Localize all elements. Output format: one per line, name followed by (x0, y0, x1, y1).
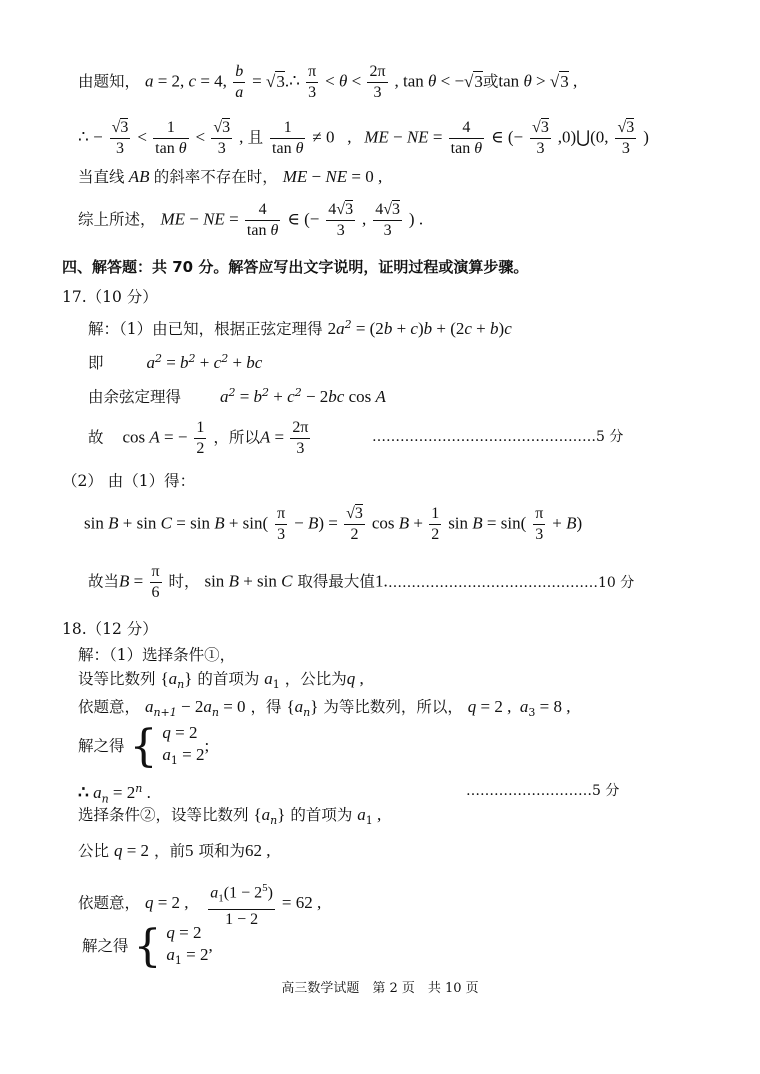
q18-cond2: 选择条件②，设等比数列 $\{a_n\}$ 的首项为 $a_1$ , (78, 805, 382, 828)
line-vertical-case: 当直线 AB 的斜率不存在时， ME − NE = 0 , (78, 167, 383, 186)
q18-score-5: ………………………5 分 (466, 783, 620, 799)
q18-number: 18.（12 分） (62, 620, 158, 638)
q17-conclusion: 故当B = $\frac{\pi}{6}$ 时， sin B + sin C 取得最大值1. (88, 563, 388, 601)
q18-step2: 设等比数列 $\{a_n\}$ 的首项为 $a_1$ ，公比为q , (78, 669, 364, 692)
q18-step3: 依题意， $a_{n+1} - 2a_n = 0$ ，得 $\{a_n\}$ 为等比数列，所以， q = 2 , $a_3 = 8$ , (78, 697, 571, 720)
line-given-values: 由题知， a = 2, c = 4, $\frac{b}{a}$ = √3.∴ $\frac{\pi}{3}$ < θ < $\frac{2\pi}{3}$ , tan θ < −√3或tan θ > √3 , (78, 63, 578, 101)
q18-sum-eq: 依题意， q = 2 , $\frac{a_1(1 - 2^5)}{1 - 2}$ = 62 , (78, 878, 321, 930)
q17-score-5: …………………………………………5 分 (372, 429, 624, 445)
section-heading: 四、解答题：共 70 分。解答应写出文字说明，证明过程或演算步骤。 (62, 258, 529, 276)
q17-step2: 即 $a^2 = b^2 + c^2$ + bc (88, 352, 263, 373)
q17-step1: 解：（1）由已知，根据正弦定理得 $2a^2 = (2b + c)b + (2c + b)c$ (88, 318, 512, 339)
q17-step3: 由余弦定理得 $a^2 = b^2 + c^2 - 2bc$ cos A (88, 386, 386, 407)
frac-pi-3: $\frac{\pi}{3}$ (308, 63, 317, 101)
q17-part2-formula: sin B + sin C = sin B + sin( $\frac{\pi}{3}$ − B) = $\frac{√3}{2}$ cos B + $\frac{1}{2}$ sin B = sin( $\frac{\pi}{3}$ + B) (84, 505, 583, 543)
frac-b-over-a: $\frac{b}{a}$ (235, 63, 244, 101)
q17-part2: （2） 由（1）得： (62, 472, 196, 490)
q17-step4: 故 cos A = − $\frac{1}{2}$ ，所以A = $\frac{2\pi}{3}$ (88, 419, 309, 457)
q17-number: 17.（10 分） (62, 288, 158, 306)
q18-step5: ∴ $a_n = 2^n$ . (78, 782, 151, 806)
q18-ratio: 公比 q = 2 ，前5 项和为62 , (78, 841, 271, 860)
q18-step1: 解：（1）选择条件①， (78, 646, 236, 664)
line-reciprocal-range: ∴ − $\frac{√3}{3}$ < $\frac{1}{\text{tan θ}}$ < $\frac{√3}{3}$ , 且 $\frac{1}{\text{tan θ}}$ ≠ 0 , ME − NE = $\frac{4}{\text{tan θ}}$ ∈ (− $\frac{√3}{3}$ ,0)⋃(0, $\frac{√3}{3}$ ) (78, 119, 649, 157)
text-intro: 由题知， (78, 72, 141, 91)
line-summary: 综上所述， ME − NE = $\frac{4}{\text{tan θ}}$ ∈ (− $\frac{4√3}{3}$ , $\frac{4√3}{3}$ ) . (78, 201, 424, 239)
q17-score-10: ………………………………………10 分 (388, 575, 635, 591)
page-footer: 高三数学试题 第 2 页 共 10 页 (281, 981, 479, 996)
frac-2pi-3: $\frac{2\pi}{3}$ (369, 63, 386, 101)
q18-solve2: 解之得 { q = 2 $a_1 = 2$ , (82, 921, 213, 973)
q18-step4: 解之得 { q = 2 $a_1 = 2$ ; (78, 721, 210, 773)
